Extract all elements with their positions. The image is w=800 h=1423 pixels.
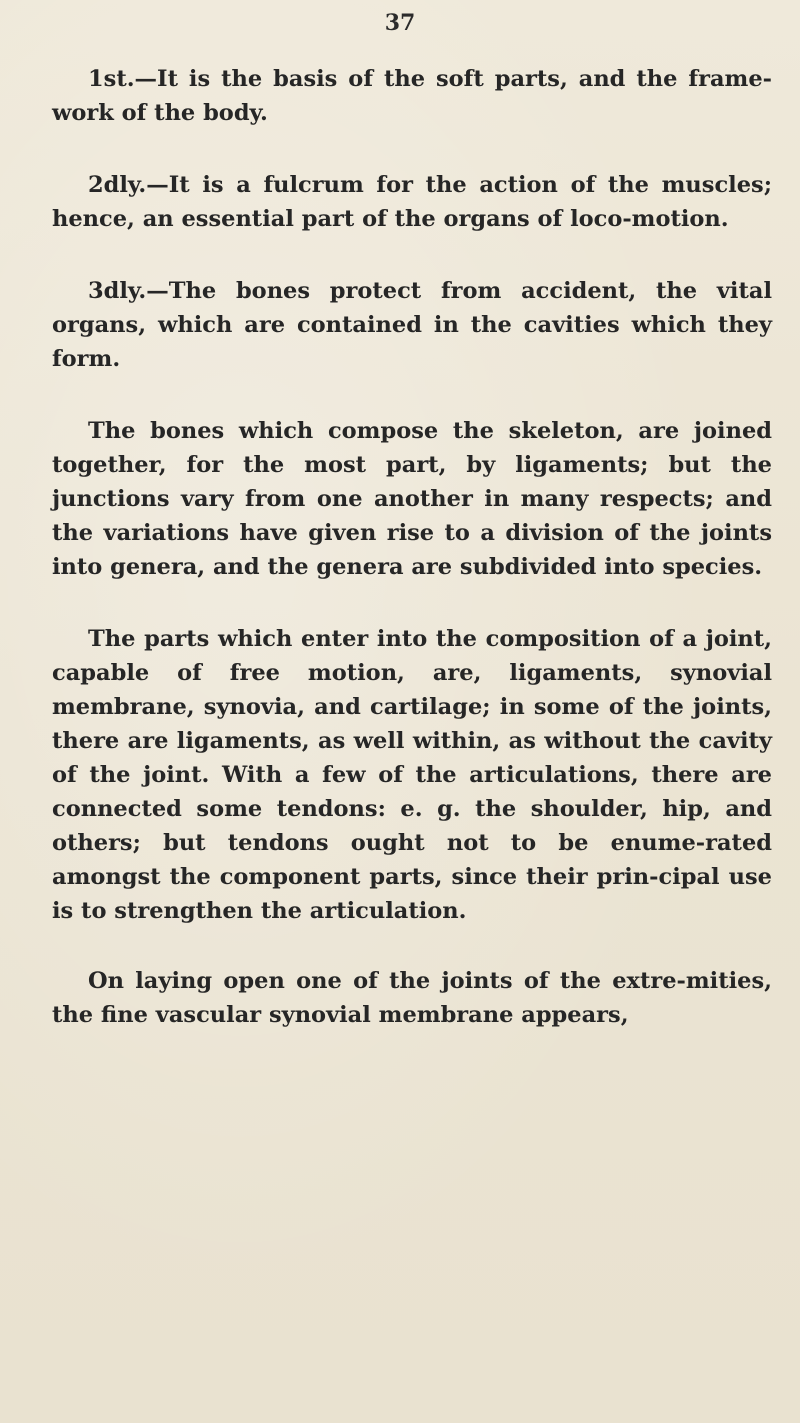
page-number: 37 [384, 10, 416, 36]
paragraph-5: The parts which enter into the composition of a joint, capable of free motion, are, ligaments, synovial membrane, synovia, and cartilage; in some of the joints, there are ligaments, as well within, as without the cavity of the joint. With a few of the articulations, there are connected some tendons: e. g. the shoulder, hip, and others; but tendons ought not to be enume-rated amongst the component parts, since their prin-cipal use is to strengthen the articulation. [52, 626, 772, 924]
paragraph-6: On laying open one of the joints of the extre-mities, the fine vascular synovial membrane appears, [52, 968, 772, 1028]
body-text [52, 62, 772, 1070]
paragraph-4: The bones which compose the skeleton, are joined together, for the most part, by ligaments; but the junctions vary from one another in many respects; and the variations have given rise to a division of the joints into genera, and the genera are subdivided into species. [52, 418, 772, 580]
paragraph-2: 2dly.—It is a fulcrum for the action of the muscles; hence, an essential part of the organs of loco-motion. [52, 172, 772, 232]
paragraph-3: 3dly.—The bones protect from accident, the vital organs, which are contained in the cavities which they form. [52, 278, 772, 372]
paragraph-1: 1st.—It is the basis of the soft parts, and the frame-work of the body. [52, 66, 772, 126]
